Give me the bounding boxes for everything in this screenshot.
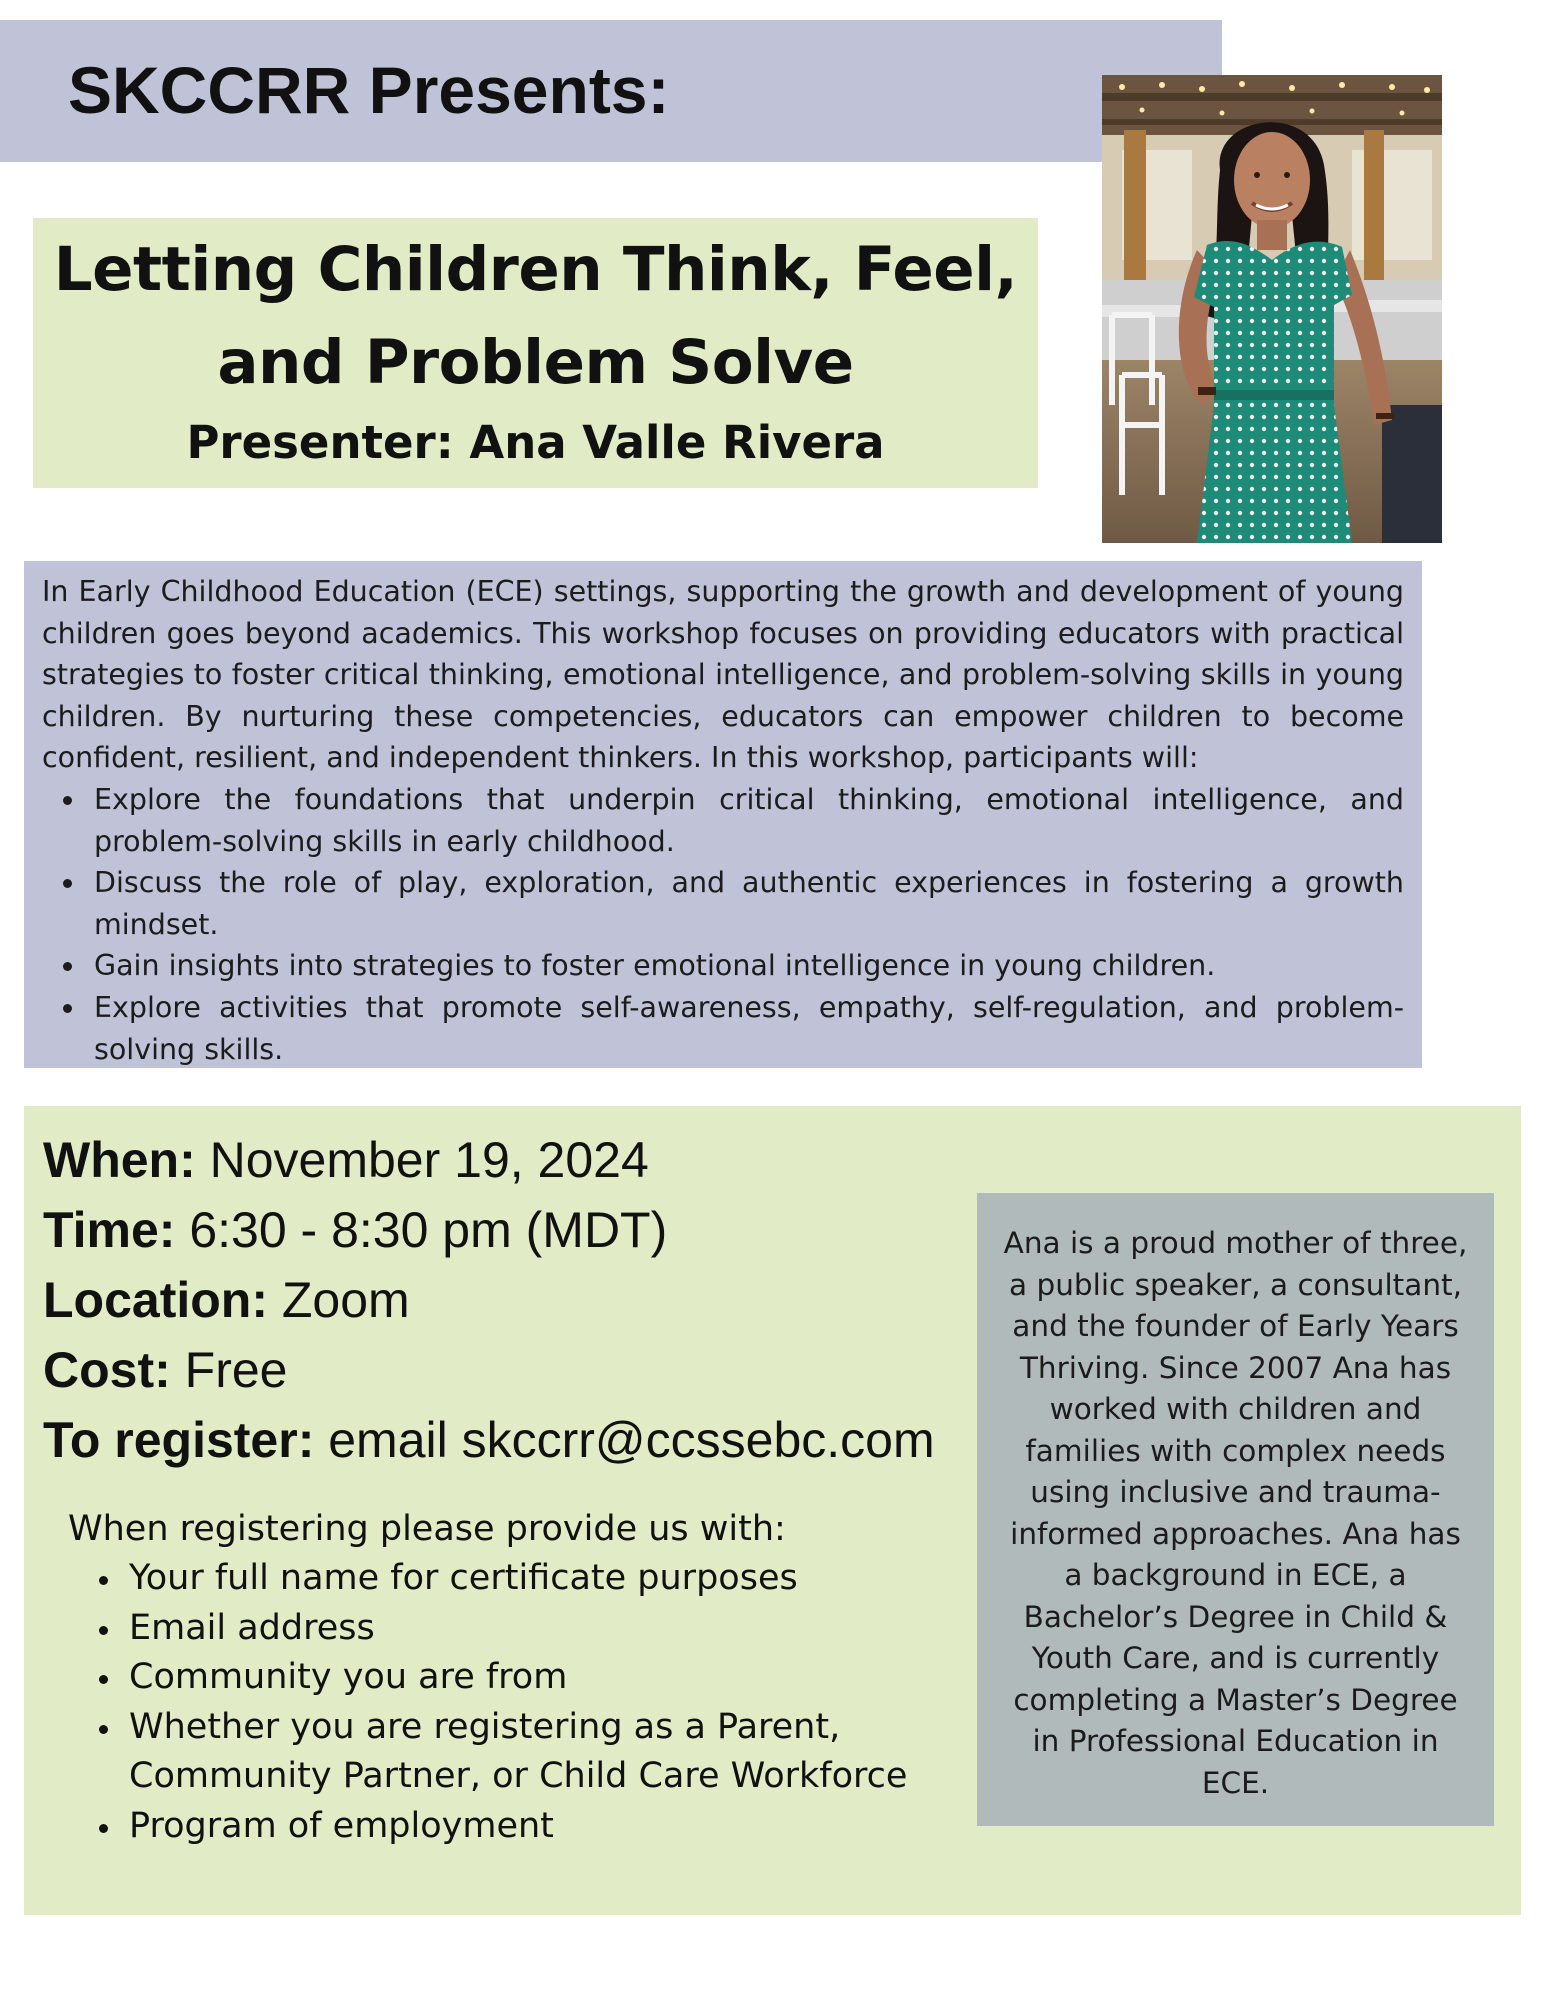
list-item <box>129 1703 907 1802</box>
list-item-line-1: Whether you are registering as a Parent, <box>129 1706 841 1747</box>
list-item-line-2: Community Partner, or Child Care Workforce <box>129 1756 908 1796</box>
list-item: Email address <box>129 1604 907 1654</box>
event-cost <box>43 1339 287 1401</box>
event-time <box>43 1199 667 1261</box>
location-value: Zoom <box>267 1272 410 1328</box>
presenter-bio <box>977 1193 1494 1826</box>
list-item: Program of employment <box>129 1802 907 1852</box>
learning-objectives-list <box>42 779 1404 1070</box>
description-paragraph: In Early Childhood Education (ECE) settings, supporting the growth and development of young children goes beyond academics. This workshop focuses on providing educators with practical strategies to foster critical thinking, emotional intelligence, and problem-solving skills in young children. By nurturing these competencies, educators can empower children to become confident, resilient, and independent thinkers. In this workshop, participants will: <box>42 575 1404 775</box>
event-title-line-2: and Problem Solve <box>217 327 854 398</box>
date-value: November 19, 2024 <box>195 1132 649 1188</box>
presenter-photo <box>1102 75 1442 543</box>
presenter-bio-text: Ana is a proud mother of three, a public speaker, a consultant, and the founder of Early Years Thriving. Since 2007 Ana has worked with children and families with complex needs using inclusive and trauma- informed approaches. Ana has a background in ECE, a Bachelor’s Degree in Child & Youth Care, and is currently completing a Master’s Degree in Professional Education in ECE. <box>1003 1226 1468 1800</box>
list-item: Explore activities that promote self-awareness, empathy, self-regulation, and problem-solving skills. <box>94 987 1404 1070</box>
cost-label: Cost: <box>43 1342 171 1398</box>
cost-value: Free <box>170 1342 288 1398</box>
list-item: Discuss the role of play, exploration, and authentic experiences in fostering a growth mindset. <box>94 862 1404 945</box>
registration-contact <box>43 1409 935 1471</box>
registration-intro: When registering please provide us with: <box>68 1509 786 1549</box>
presenter-name: Presenter: Ana Valle Rivera <box>186 416 885 469</box>
list-item: Community you are from <box>129 1653 907 1703</box>
event-location <box>43 1269 410 1331</box>
time-label: Time: <box>43 1202 176 1258</box>
date-label: When: <box>43 1132 196 1188</box>
event-title-line-1: Letting Children Think, Feel, <box>53 234 1018 305</box>
register-label: To register: <box>43 1412 315 1468</box>
event-title-box <box>33 218 1038 488</box>
location-label: Location: <box>43 1272 268 1328</box>
time-value: 6:30 - 8:30 pm (MDT) <box>175 1202 668 1258</box>
register-email[interactable]: email skccrr@ccssebc.com <box>314 1412 935 1468</box>
header-title: SKCCRR Presents: <box>68 53 670 127</box>
list-item: Your full name for certificate purposes <box>129 1554 907 1604</box>
registration-requirements-list <box>129 1554 907 1851</box>
list-item: Gain insights into strategies to foster emotional intelligence in young children. <box>94 945 1404 987</box>
workshop-description <box>24 561 1422 1068</box>
list-item: Explore the foundations that underpin critical thinking, emotional intelligence, and problem-solving skills in early childhood. <box>94 779 1404 862</box>
event-date <box>43 1129 649 1191</box>
